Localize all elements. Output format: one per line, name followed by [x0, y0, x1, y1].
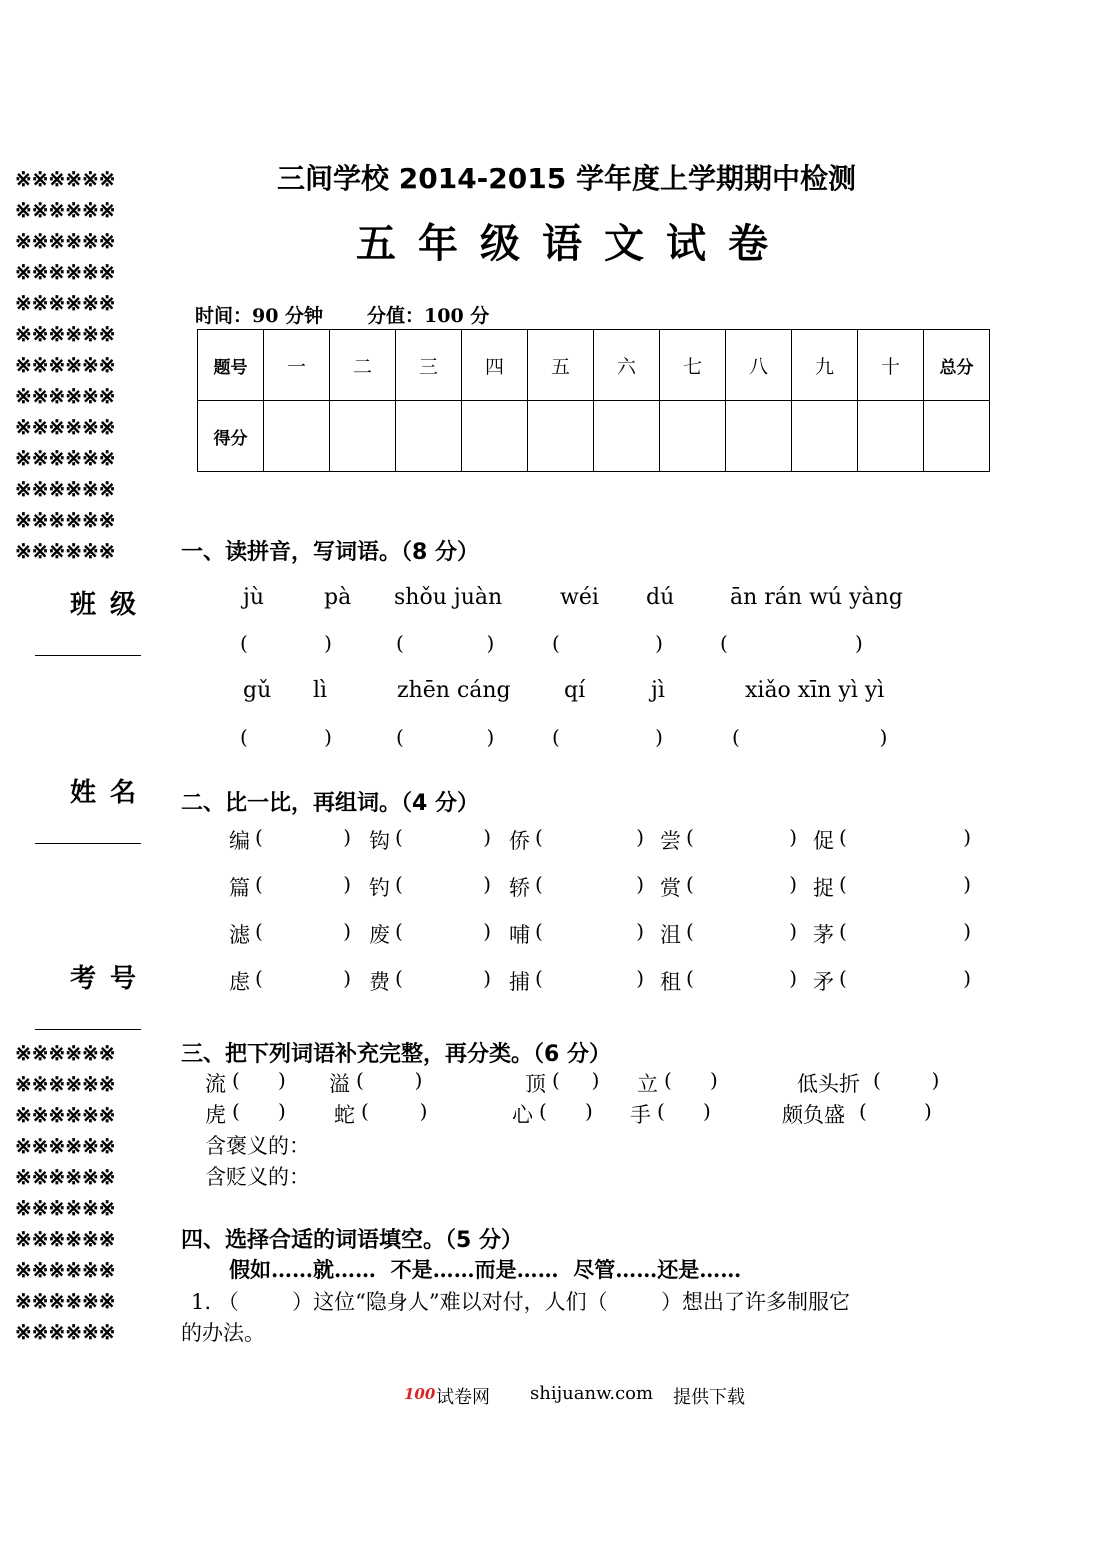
col-3: 三 — [396, 330, 462, 401]
exam-title: 五年级语文试卷 — [356, 221, 790, 267]
pinyin: shǒu juàn — [394, 585, 503, 610]
section3-title: 三、把下列词语补充完整，再分类。（6 分） — [181, 1042, 611, 1067]
answer-blank[interactable]: ( ) — [395, 919, 491, 943]
score-table-score-row — [198, 401, 990, 472]
score-cell[interactable] — [528, 401, 594, 472]
school-title: 三间学校 2014-2015 学年度上学期期中检测 — [277, 162, 856, 195]
compare-char: 赏 — [660, 876, 681, 900]
idiom-char: 虎 — [205, 1103, 226, 1127]
answer-blank[interactable]: ( ) — [720, 631, 863, 655]
compare-char: 篇 — [229, 876, 250, 900]
compare-char: 编 — [229, 829, 250, 853]
answer-blank[interactable]: ( ) — [686, 872, 797, 896]
answer-blank[interactable]: ( ) — [839, 966, 971, 990]
pinyin: jì — [651, 678, 665, 703]
idiom-char: 流 — [205, 1072, 226, 1096]
star-row: ※※※※※※ — [15, 1320, 116, 1344]
compare-char: 废 — [369, 923, 390, 947]
compare-char: 尝 — [660, 829, 681, 853]
star-row: ※※※※※※ — [15, 1103, 116, 1127]
idiom-char: 手 — [630, 1103, 651, 1127]
compare-char: 矛 — [813, 970, 834, 994]
pinyin: dú — [646, 585, 675, 610]
compare-char: 茅 — [813, 923, 834, 947]
answer-blank[interactable]: ( ) — [535, 966, 644, 990]
compare-char: 滤 — [229, 923, 250, 947]
site-url[interactable]: shijuanw.com — [530, 1383, 654, 1404]
question-1-text: 1. （ ）这位“隐身人”难以对付，人们（ ）想出了许多制服它 — [191, 1290, 850, 1314]
star-row: ※※※※※※ — [15, 198, 116, 222]
answer-blank[interactable]: ( ) — [240, 631, 332, 655]
section1-title: 一、读拼音，写词语。（8 分） — [181, 540, 479, 565]
class-label: 班级 — [70, 590, 151, 620]
answer-blank[interactable]: ( ) — [356, 1068, 423, 1092]
star-row: ※※※※※※ — [15, 1165, 116, 1189]
answer-blank[interactable]: ( ) — [686, 825, 797, 849]
score-cell[interactable] — [792, 401, 858, 472]
answer-blank[interactable]: ( ) — [839, 872, 971, 896]
answer-blank[interactable]: ( ) — [255, 919, 351, 943]
score-table — [197, 329, 990, 472]
col-2: 二 — [330, 330, 396, 401]
answer-blank[interactable]: ( ) — [255, 966, 351, 990]
col-1: 一 — [264, 330, 330, 401]
answer-blank[interactable]: ( ) — [232, 1099, 286, 1123]
answer-blank[interactable]: ( ) — [255, 825, 351, 849]
star-row: ※※※※※※ — [15, 539, 116, 563]
star-row: ※※※※※※ — [15, 322, 116, 346]
time-info: 时间：90 分钟 — [195, 305, 324, 327]
pinyin: wéi — [560, 585, 599, 610]
answer-blank[interactable]: ( ) — [657, 1099, 711, 1123]
answer-blank[interactable]: ( ) — [396, 725, 495, 749]
idiom-char: 顶 — [525, 1072, 546, 1096]
score-table-header-row — [198, 330, 990, 401]
col-6: 六 — [594, 330, 660, 401]
answer-blank[interactable]: ( ) — [552, 1068, 600, 1092]
star-row: ※※※※※※ — [15, 291, 116, 315]
answer-blank[interactable]: ( ) — [859, 1099, 932, 1123]
site-logo: 100 — [404, 1385, 436, 1403]
answer-blank[interactable]: ( ) — [395, 825, 491, 849]
compare-char: 哺 — [509, 923, 530, 947]
score-cell[interactable] — [330, 401, 396, 472]
col-7: 七 — [660, 330, 726, 401]
answer-blank[interactable]: ( ) — [395, 966, 491, 990]
pinyin: lì — [313, 678, 328, 703]
star-row: ※※※※※※ — [15, 229, 116, 253]
compare-char: 租 — [660, 970, 681, 994]
praise-category-label: 含褒义的： — [205, 1134, 310, 1158]
score-info: 分值：100 分 — [367, 305, 490, 327]
star-row: ※※※※※※ — [15, 1258, 116, 1282]
answer-blank[interactable]: ( ) — [664, 1068, 718, 1092]
star-row: ※※※※※※ — [15, 1227, 116, 1251]
score-cell[interactable] — [726, 401, 792, 472]
answer-blank[interactable]: ( ) — [361, 1099, 428, 1123]
star-row: ※※※※※※ — [15, 415, 116, 439]
answer-blank[interactable]: ( ) — [535, 919, 644, 943]
compare-char: 捕 — [509, 970, 530, 994]
answer-blank[interactable]: ( ) — [873, 1068, 940, 1092]
score-cell[interactable] — [396, 401, 462, 472]
compare-char: 费 — [369, 970, 390, 994]
compare-char: 促 — [813, 829, 834, 853]
answer-blank[interactable]: ( ) — [535, 872, 644, 896]
idiom-char: 颇负盛 — [782, 1103, 845, 1127]
class-field-line[interactable] — [35, 655, 141, 656]
pinyin: qí — [564, 678, 586, 703]
conjunction-options: 假如……就…… 不是……而是…… 尽管……还是…… — [229, 1257, 742, 1282]
pinyin: gǔ — [243, 678, 272, 703]
pinyin: zhēn cáng — [397, 678, 511, 703]
answer-blank[interactable]: ( ) — [255, 872, 351, 896]
idiom-char: 心 — [512, 1103, 533, 1127]
idiom-char: 溢 — [329, 1072, 350, 1096]
section4-title: 四、选择合适的词语填空。（5 分） — [181, 1228, 523, 1253]
name-label: 姓名 — [70, 778, 151, 808]
idiom-char: 立 — [637, 1072, 658, 1096]
provide-download-text: 提供下载 — [673, 1387, 745, 1408]
score-cell[interactable] — [264, 401, 330, 472]
star-row: ※※※※※※ — [15, 1072, 116, 1096]
name-field-line[interactable] — [35, 843, 141, 844]
score-cell[interactable] — [924, 401, 990, 472]
star-row: ※※※※※※ — [15, 384, 116, 408]
compare-char: 侨 — [509, 829, 530, 853]
answer-blank[interactable]: ( ) — [240, 725, 332, 749]
compare-char: 钩 — [369, 829, 390, 853]
idiom-char: 低头折 — [797, 1072, 860, 1096]
pinyin: pà — [324, 585, 352, 610]
answer-blank[interactable]: ( ) — [395, 872, 491, 896]
question-1-text-continued: 的办法。 — [181, 1321, 265, 1345]
answer-blank[interactable]: ( ) — [686, 919, 797, 943]
col-8: 八 — [726, 330, 792, 401]
answer-blank[interactable]: ( ) — [732, 725, 888, 749]
star-row: ※※※※※※ — [15, 446, 116, 470]
star-row: ※※※※※※ — [15, 1289, 116, 1313]
exam-number-field-line[interactable] — [35, 1029, 141, 1030]
star-row: ※※※※※※ — [15, 1041, 116, 1065]
star-row: ※※※※※※ — [15, 1196, 116, 1220]
col-4: 四 — [462, 330, 528, 401]
score-cell[interactable] — [594, 401, 660, 472]
derogatory-category-label: 含贬义的： — [205, 1165, 310, 1189]
compare-char: 轿 — [509, 876, 530, 900]
col-5: 五 — [528, 330, 594, 401]
compare-char: 虑 — [229, 970, 250, 994]
answer-blank[interactable]: ( ) — [232, 1068, 286, 1092]
answer-blank[interactable]: ( ) — [552, 631, 663, 655]
answer-blank[interactable]: ( ) — [686, 966, 797, 990]
star-row: ※※※※※※ — [15, 508, 116, 532]
site-name: 试卷网 — [436, 1387, 490, 1408]
exam-number-label: 考号 — [70, 964, 151, 994]
answer-blank[interactable]: ( ) — [839, 919, 971, 943]
answer-blank[interactable]: ( ) — [552, 725, 663, 749]
compare-char: 钓 — [369, 876, 390, 900]
score-cell[interactable] — [858, 401, 924, 472]
answer-blank[interactable]: ( ) — [535, 825, 644, 849]
answer-blank[interactable]: ( ) — [539, 1099, 593, 1123]
answer-blank[interactable]: ( ) — [396, 631, 495, 655]
compare-char: 沮 — [660, 923, 681, 947]
score-cell[interactable] — [660, 401, 726, 472]
pinyin: jù — [243, 585, 264, 610]
star-row: ※※※※※※ — [15, 353, 116, 377]
pinyin: xiǎo xīn yì yì — [745, 678, 885, 703]
col-10: 十 — [858, 330, 924, 401]
star-row: ※※※※※※ — [15, 477, 116, 501]
score-cell[interactable] — [462, 401, 528, 472]
col-total: 总分 — [924, 330, 990, 401]
star-row: ※※※※※※ — [15, 1134, 116, 1158]
section2-title: 二、比一比，再组词。（4 分） — [181, 791, 479, 816]
idiom-char: 蛇 — [334, 1103, 355, 1127]
answer-blank[interactable]: ( ) — [839, 825, 971, 849]
star-row: ※※※※※※ — [15, 260, 116, 284]
score-header: 得分 — [198, 401, 264, 472]
pinyin: ān rán wú yàng — [730, 585, 903, 610]
col-9: 九 — [792, 330, 858, 401]
compare-char: 捉 — [813, 876, 834, 900]
question-number-header: 题号 — [198, 330, 264, 401]
star-row: ※※※※※※ — [15, 167, 116, 191]
